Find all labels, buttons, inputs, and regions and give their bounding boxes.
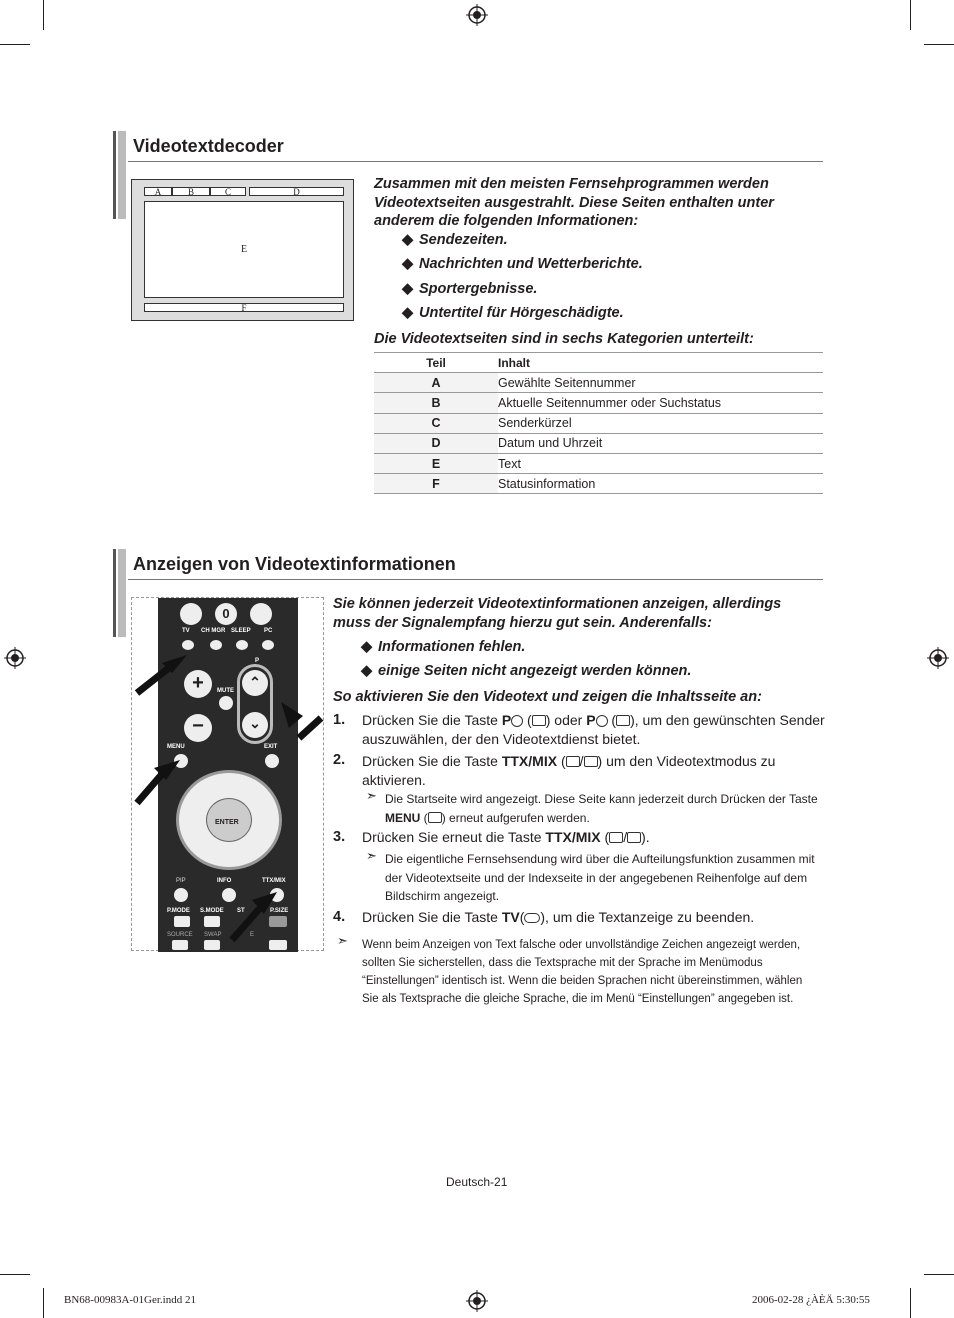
remote-label: PIP: [176, 878, 186, 884]
table-row: [374, 474, 823, 494]
note-text: Die eigentliche Fernsehsendung wird über die Aufteilungsfunktion zusammen mit der Videotextseite und der Indexseite in der angegebenen Reihenfolge auf dem Bildschirm angezeigt.: [385, 852, 815, 903]
remote-zero-button: 0: [215, 603, 237, 625]
slug-date: 2006-02-28 ¿ÀÈÄ 5:30:55: [752, 1294, 870, 1306]
slug-file: BN68-00983A-01Ger.indd 21: [64, 1294, 196, 1306]
table-row: [374, 453, 823, 473]
note-arrow-icon: ➣: [366, 788, 377, 803]
table-cell: Statusinformation: [498, 474, 823, 494]
note-text: Wenn beim Anzeigen von Text falsche oder unvollständige Zeichen angezeigt werden, sollten Sie sicherstellen, dass die Textsprache mit der Sprache im Menümodus “Einstellungen” identisch ist. Wenn die beiden Sprachen nicht übereinstimmen, wählen Sie als Textsprache die gleiche Sprache, die im Menü “Einstellungen” angegeben ist.: [362, 939, 803, 1005]
table-cell: F: [374, 474, 498, 494]
remote-button: [204, 940, 220, 950]
remote-label: CH MGR: [201, 628, 226, 634]
crop-mark: [924, 44, 954, 45]
crop-mark: [910, 0, 911, 30]
mute-button: [219, 696, 233, 710]
note-arrow-icon: ➣: [366, 848, 377, 863]
remote-label: ST: [237, 908, 245, 914]
registration-mark-icon: [466, 4, 488, 26]
exit-button: [265, 754, 279, 768]
crop-mark: [43, 0, 44, 30]
table-cell: Senderkürzel: [498, 413, 823, 433]
table-cell: A: [374, 373, 498, 393]
teletext-mix-icon: [584, 756, 598, 767]
teletext-mix-icon: [627, 832, 641, 843]
crop-mark: [0, 1274, 30, 1275]
volume-down-button: −: [184, 714, 212, 742]
remote-button: [204, 916, 220, 927]
step-number: 1.: [333, 712, 346, 728]
step-number: 4.: [333, 909, 346, 925]
table-header: Inhalt: [498, 353, 823, 373]
list-item: ◆ Sportergebnisse.: [402, 281, 538, 297]
table-row: [374, 373, 823, 393]
teletext-icon: [609, 832, 623, 843]
list-item: ◆ Sendezeiten.: [402, 232, 508, 248]
pointer-arrow-icon: [132, 653, 192, 698]
crop-mark: [910, 1288, 911, 1318]
remote-button: [180, 603, 202, 625]
list-item: ◆ Nachrichten und Wetterberichte.: [402, 256, 643, 272]
remote-label: P: [255, 658, 260, 664]
step-number: 3.: [333, 829, 346, 845]
diagram-label-e: E: [144, 201, 344, 298]
categories-intro: Die Videotextseiten sind in sechs Kategorien unterteilt:: [374, 331, 754, 347]
section-rule: [128, 579, 823, 580]
remote-label: SWAP: [204, 932, 222, 938]
diagram-label-d: D: [249, 187, 344, 196]
intro-text: Zusammen mit den meisten Fernsehprogrammen werden Videotextseiten ausgestrahlt. Diese Seiten enthalten unter anderem die folgenden Informationen:: [374, 176, 774, 229]
diagram-label-f: F: [144, 303, 344, 312]
list-item: ◆ Informationen fehlen.: [361, 639, 526, 655]
step-text: Drücken Sie die Taste P ( ) oder P ( ), um den gewünschten Sender auszuwählen, der den Videotextdienst bietet.: [362, 712, 825, 747]
remote-label: P.MODE: [167, 908, 190, 914]
pointer-arrow-icon: [277, 698, 327, 753]
channel-icon: [532, 715, 546, 726]
table-cell: D: [374, 433, 498, 453]
table-cell: E: [374, 453, 498, 473]
table-cell: Text: [498, 453, 823, 473]
diagram-label-a: A: [144, 187, 172, 196]
table-cell: Datum und Uhrzeit: [498, 433, 823, 453]
crop-mark: [924, 1274, 954, 1275]
remote-button: [210, 640, 222, 650]
section-title: Videotextdecoder: [133, 136, 284, 156]
table-cell: B: [374, 393, 498, 413]
remote-label: E: [250, 932, 255, 938]
remote-label: P.SIZE: [270, 908, 289, 914]
table-cell: C: [374, 413, 498, 433]
remote-control-illustration: [131, 597, 324, 951]
table-row: [374, 393, 823, 413]
remote-label: INFO: [217, 878, 232, 884]
registration-mark-icon: [4, 647, 26, 669]
pointer-arrow-icon: [222, 888, 282, 943]
list-item: ◆ einige Seiten nicht angezeigt werden können.: [361, 663, 692, 679]
step-text: Drücken Sie die Taste TTX/MIX ( / ) um den Videotextmodus zu aktivieren.: [362, 753, 776, 788]
intro-text: Sie können jederzeit Videotextinformationen anzeigen, allerdings muss der Signalempfang hierzu gut sein. Anderenfalls:: [333, 596, 782, 631]
crop-mark: [43, 1288, 44, 1318]
section-bar: [118, 549, 126, 637]
tv-icon: [524, 913, 540, 923]
remote-label: MENU: [167, 744, 185, 750]
step-text: Drücken Sie die Taste TV( ), um die Textanzeige zu beenden.: [362, 909, 755, 925]
note-arrow-icon: ➣: [337, 933, 348, 948]
table-row: [374, 433, 823, 453]
section-bar: [118, 131, 126, 219]
remote-tv-button: [182, 640, 194, 650]
remote-label: SLEEP: [231, 628, 251, 634]
remote-label: SOURCE: [167, 932, 193, 938]
channel-icon: [616, 715, 630, 726]
step-text: Drücken Sie erneut die Taste TTX/MIX ( / ).: [362, 829, 650, 845]
menu-icon: [428, 812, 442, 823]
teletext-diagram: [131, 179, 354, 321]
channel-up-button: ⌃: [242, 670, 268, 696]
remote-button: [174, 888, 188, 902]
list-item: ◆ Untertitel für Hörgeschädigte.: [402, 305, 624, 321]
remote-button: [262, 640, 274, 650]
categories-table: [374, 352, 823, 494]
table-header-row: [374, 353, 823, 373]
remote-label: PC: [264, 628, 273, 634]
remote-label: S.MODE: [200, 908, 224, 914]
remote-button: [174, 916, 190, 927]
section-bar: [113, 549, 116, 637]
remote-label: MUTE: [217, 688, 234, 694]
pointer-arrow-icon: [132, 758, 187, 808]
registration-mark-icon: [466, 1290, 488, 1312]
chevron-down-icon: [596, 715, 608, 727]
steps-intro: So aktivieren Sie den Videotext und zeigen die Inhaltsseite an:: [333, 689, 762, 705]
volume-up-button: +: [184, 670, 212, 698]
channel-down-button: ⌄: [242, 712, 268, 738]
chevron-up-icon: [511, 715, 523, 727]
diagram-label-b: B: [172, 187, 210, 196]
remote-label: EXIT: [264, 744, 278, 750]
diagram-label-c: C: [210, 187, 246, 196]
table-cell: Aktuelle Seitennummer oder Suchstatus: [498, 393, 823, 413]
remote-button: [250, 603, 272, 625]
section-rule: [128, 161, 823, 162]
remote-button: [236, 640, 248, 650]
remote-button: [172, 940, 188, 950]
section-bar: [113, 131, 116, 219]
teletext-icon: [566, 756, 580, 767]
page-number: Deutsch-21: [446, 1175, 508, 1189]
table-header: Teil: [374, 353, 498, 373]
crop-mark: [0, 44, 30, 45]
section-title: Anzeigen von Videotextinformationen: [133, 554, 456, 574]
table-row: [374, 413, 823, 433]
table-cell: Gewählte Seitennummer: [498, 373, 823, 393]
remote-label: ENTER: [215, 819, 239, 826]
note-text: Die Startseite wird angezeigt. Diese Seite kann jederzeit durch Drücken der Taste MENU ( ) erneut aufgerufen werden.: [385, 792, 818, 825]
remote-label: TTX/MIX: [262, 878, 286, 884]
registration-mark-icon: [927, 647, 949, 669]
remote-label: TV: [182, 628, 190, 634]
step-number: 2.: [333, 752, 346, 768]
